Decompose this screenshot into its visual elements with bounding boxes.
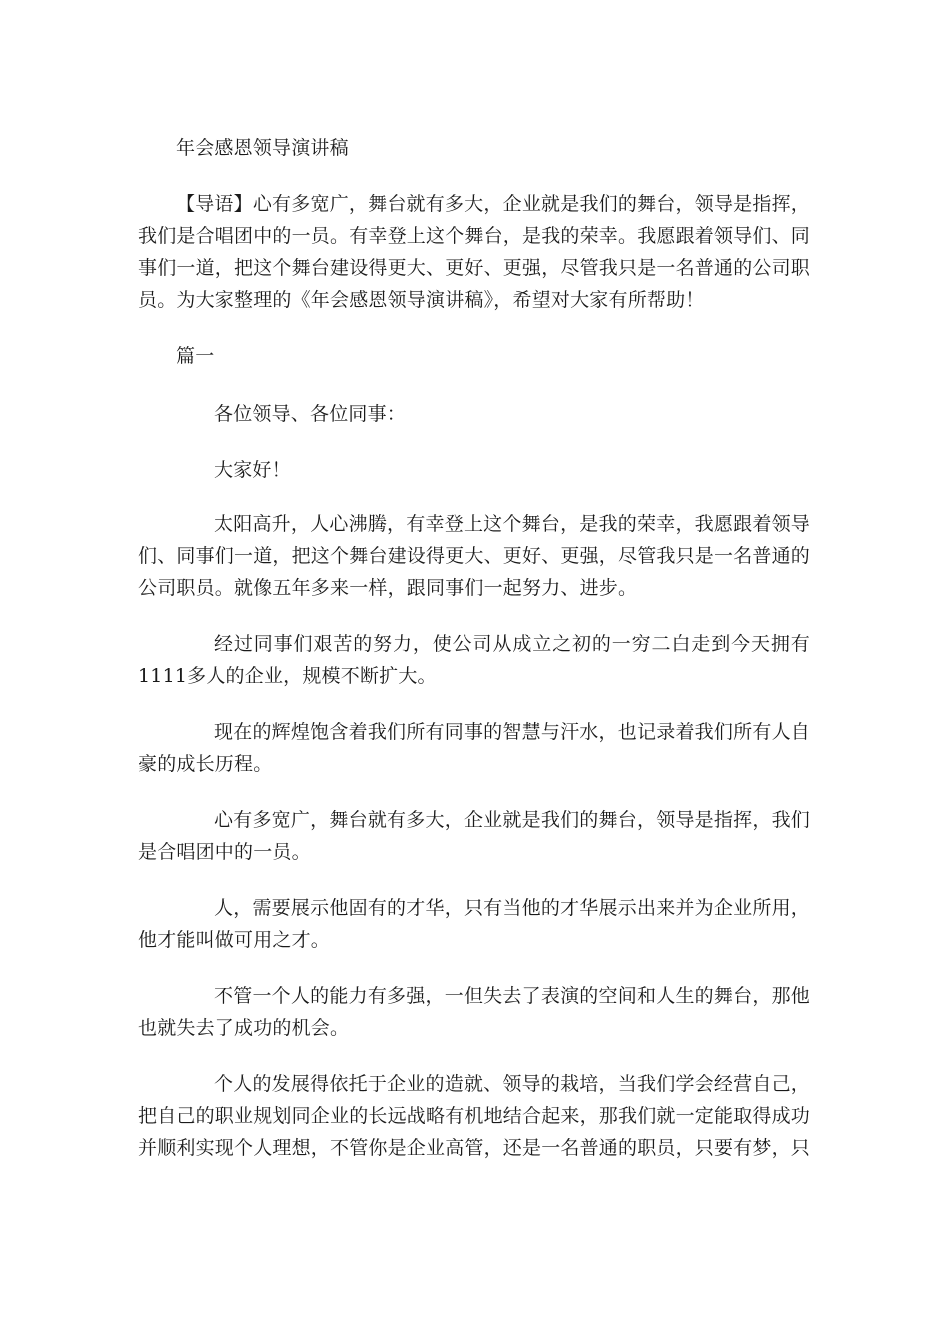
intro-paragraph: 【导语】心有多宽广，舞台就有多大，企业就是我们的舞台，领导是指挥，我们是合唱团中的一员。有幸登上这个舞台，是我的荣幸。我愿跟着领导们、同事们一道，把这个舞台建设得更大、更好、更强，尽管我只是一名普通的公司职员。为大家整理的《年会感恩领导演讲稿》，希望对大家有所帮助！ — [138, 193, 811, 311]
body-paragraph: 现在的辉煌饱含着我们所有同事的智慧与汗水，也记录着我们所有人自豪的成长历程。 — [138, 721, 810, 775]
document-title: 年会感恩领导演讲稿 — [176, 137, 349, 159]
body-paragraph: 人，需要展示他固有的才华，只有当他的才华展示出来并为企业所用，他才能叫做可用之才。 — [138, 897, 810, 951]
body-paragraph: 经过同事们艰苦的努力，使公司从成立之初的一穷二白走到今天拥有1111多人的企业，规模不断扩大。 — [138, 633, 810, 687]
body-paragraph: 心有多宽广，舞台就有多大，企业就是我们的舞台，领导是指挥，我们是合唱团中的一员。 — [138, 809, 810, 863]
salutation: 各位领导、各位同事： — [214, 403, 407, 425]
body-paragraph: 不管一个人的能力有多强，一但失去了表演的空间和人生的舞台，那他也就失去了成功的机会。 — [138, 985, 810, 1039]
body-paragraph: 个人的发展得依托于企业的造就、领导的栽培，当我们学会经营自己，把自己的职业规划同企业的长远战略有机地结合起来，那我们就一定能取得成功并顺利实现个人理想，不管你是企业高管，还是一名普通的职员，只要有梦，只 — [138, 1073, 811, 1159]
greeting: 大家好！ — [214, 459, 291, 481]
body-paragraph: 太阳高升，人心沸腾，有幸登上这个舞台，是我的荣幸，我愿跟着领导们、同事们一道，把这个舞台建设得更大、更好、更强，尽管我只是一名普通的公司职员。就像五年多来一样，跟同事们一起努力、进步。 — [138, 513, 811, 599]
section-heading: 篇一 — [176, 345, 215, 367]
